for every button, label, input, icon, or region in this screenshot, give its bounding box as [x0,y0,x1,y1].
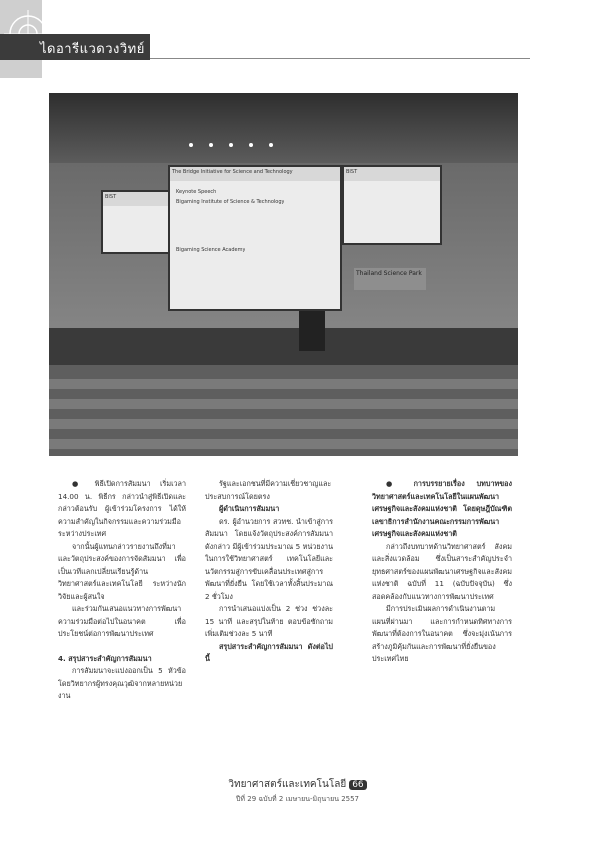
ceiling-light [189,143,193,147]
section-heading: 4. สรุปสาระสำคัญการสัมมนา [58,653,152,663]
main-screen-title: The Bridge Initiative for Science and Technology [170,167,340,181]
paragraph: จากนั้นผู้แทนกล่าวรายงานถึงที่มาและวัตถุประสงค์ของการจัดสัมมนา เพื่อเป็นเวทีแลกเปลี่ยนเรียนรู้ด้านวิทยาศาสตร์และเทคโนโลยี ระหว่างนักวิจัยและผู้สนใจ [58,541,186,601]
podium [299,311,325,351]
seat-row [49,399,518,409]
right-screen-title: BIST [344,167,440,181]
right-projection-screen [342,165,442,245]
section-heading: ● การบรรยายเรื่อง บทบาทของวิทยาศาสตร์และเทคโนโลยีในแผนพัฒนาเศรษฐกิจและสังคมแห่งชาติ โดยดุษฎีบัณฑิต เลขาธิการสำนักงานคณะกรรมการพัฒนาเศรษฐกิจและสังคมแห่งชาติ [372,479,512,538]
paragraph: กล่าวถึงบทบาทด้านวิทยาศาสตร์ สังคม และสิ่งแวดล้อม ซึ่งเป็นสาระสำคัญประจำยุทธศาสตร์ของแผนพัฒนาเศรษฐกิจและสังคมแห่งชาติ ฉบับที่ 11 (ฉบับปัจจุบัน) ซึ่งสอดคล้องกับแนวทางการพัฒนาประเทศ [372,541,513,601]
ceiling-light [269,143,273,147]
magazine-name: วิทยาศาสตร์และเทคโนโลยี [228,779,347,790]
text-column-2 [205,478,333,666]
header-divider [150,58,530,59]
paragraph: การสัมมนาจะแบ่งออกเป็น 5 หัวข้อ โดยวิทยากรผู้ทรงคุณวุฒิจากหลายหน่วยงาน [58,666,186,700]
seat-row [49,419,518,429]
paragraph: ● พิธีเปิดการสัมมนา เริ่มเวลา 14.00 น. พิธีกร กล่าวนำสู่พิธีเปิดและกล่าวต้อนรับ ผู้เข้าร่วมโครงการ ได้ให้ความสำคัญในกิจกรรมและความร่วมมือระหว่างประเทศ [58,479,186,538]
text-column-3 [372,478,512,666]
seat-row [49,439,518,449]
seat-row [49,379,518,389]
text-column-1 [58,478,186,703]
paragraph: การนำเสนอแบ่งเป็น 2 ช่วง ช่วงละ 15 นาที และสรุปในท้าย ตอบข้อซักถามเพิ่มเติมช่วงละ 5 นาที [205,604,333,638]
ceiling-light [249,143,253,147]
page-footer [0,777,595,805]
event-photo [49,93,518,456]
science-park-logo: Thailand Science Park [354,268,426,290]
section-title: ไดอารีแวดวงวิทย์ [40,42,145,57]
stage [49,328,518,368]
issue-info: ปีที่ 29 ฉบับที่ 2 เมษายน-มิถุนายน 2557 [235,795,360,803]
left-screen-title: BIST [103,192,169,206]
subheading: ผู้ดำเนินการสัมมนา [219,504,280,513]
left-projection-screen [101,190,171,254]
paragraph: ดร. ผู้อำนวยการ สวทช. นำเข้าสู่การสัมมนา โดยแจ้งวัตถุประสงค์การสัมมนาดังกล่าว มีผู้เข้าร่วมประมาณ 5 หน่วยงานในการใช้วิทยาศาสตร์ เทคโนโลยีและนวัตกรรมสู่การขับเคลื่อนประเทศสู่การพัฒนาที่ยั่งยืน โดยใช้เวลาทั้งสิ้นประมาณ 2 ชั่วโมง [205,516,333,601]
paragraph: และร่วมกันเสนอแนวทางการพัฒนาความร่วมมือต่อไปในอนาคต เพื่อประโยชน์ต่อการพัฒนาประเทศ [58,604,186,638]
paragraph: รัฐและเอกชนที่มีความเชี่ยวชาญและประสบการณ์โดยตรง [205,479,332,501]
subheading: สรุปสาระสำคัญการสัมมนา ดังต่อไปนี้ [205,641,333,663]
footer-title [0,777,595,792]
ceiling-light [209,143,213,147]
main-screen-line: Bigaming Science Academy [176,247,246,253]
main-projection-screen [168,165,342,311]
main-screen-line: Keynote Speech [176,189,217,195]
audience-seats [49,365,518,456]
ceiling-light [229,143,233,147]
main-screen-line: Bigaming Institute of Science & Technology [176,199,285,205]
paragraph: มีการประเมินผลการดำเนินงานตามแผนที่ผ่านมา และการกำหนดทิศทางการพัฒนาที่ต้องการในอนาคต ซึ่งจะมุ่งเน้นการสร้างภูมิคุ้มกันและการพัฒนาที่ยั่งยืนของประเทศไทย [372,604,512,663]
page-number: 66 [349,780,366,790]
photo-ceiling [49,93,518,163]
